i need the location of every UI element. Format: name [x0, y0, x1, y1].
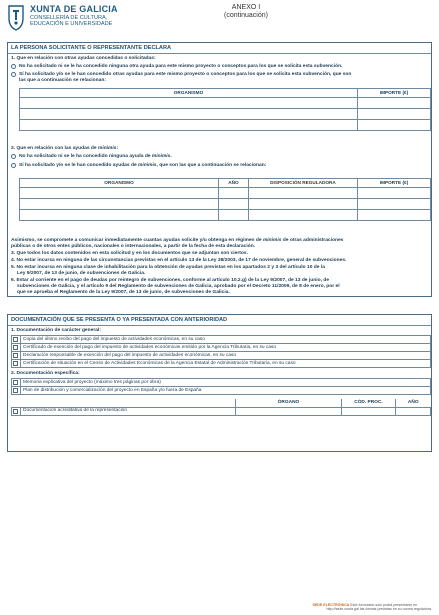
minimis-aids-table: [19, 178, 431, 221]
footer-note: [313, 603, 431, 612]
q2-option-yes-label: [19, 163, 266, 169]
doc-checkbox[interactable]: [13, 388, 18, 393]
disposicion-cell[interactable]: [249, 210, 358, 221]
prior-docs-table: [11, 399, 431, 416]
declaration-section: [7, 42, 432, 297]
doc-checkbox[interactable]: [13, 353, 18, 358]
q2-option-yes-radio[interactable]: [11, 163, 16, 168]
doc-checkbox[interactable]: [13, 345, 18, 350]
table-header-row: [12, 399, 431, 407]
section-divider: [8, 325, 431, 326]
declaration-5-line2: Ley 9/2007, de 13 de junio, de subvenciones de Galicia.: [17, 271, 146, 276]
list-item: [12, 344, 431, 352]
organismo-cell[interactable]: [20, 188, 219, 199]
q2-option-no-radio[interactable]: [11, 154, 16, 159]
col-ano: AÑO: [396, 399, 431, 407]
q2-yes-minimis: minimis: [138, 163, 157, 168]
col-importe: IMPORTE (€): [358, 179, 431, 188]
declaration-6-line1: 6. Estar al corriente en el pago de deudas por reintegro de subvenciones, conforme al artículo 10.2.g) de la Ley 9/2007, de 13 de junio, de: [11, 278, 329, 283]
general-docs-title: 1. Documentación de carácter general:: [11, 328, 101, 333]
list-item: [12, 387, 431, 395]
question-1: 1. Que en relación con otras ayudas concedidas o solicitadas:: [11, 56, 156, 61]
annex-heading: [216, 4, 276, 21]
doc-checkbox[interactable]: [13, 380, 18, 385]
q1-option-yes-label-line2: las que a continuación se relacionan:: [19, 78, 106, 83]
table-row: [12, 407, 431, 415]
ano-cell[interactable]: [396, 407, 431, 415]
declaration-6-line3: que se aprueba el Reglamento de la Ley 9/2007, de 13 de junio, de subvenciones de Galicia.: [17, 290, 230, 295]
org-department: [30, 15, 112, 28]
col-cod-proc: CÓD. PROC.: [342, 399, 396, 407]
annex-title: ANEXO I: [231, 4, 261, 11]
general-docs-table: [11, 335, 431, 368]
ano-cell[interactable]: [219, 188, 249, 199]
list-item: [12, 352, 431, 360]
commit-text: Asimismo, se compromete a comunicar inmediatamente cuantas ayudas solicite y/u obtenga en régimen de: [11, 238, 263, 243]
q1-option-no-radio[interactable]: [11, 64, 16, 69]
q2-yes-text-end: , que son las que a continuación se relacionan:: [156, 163, 267, 168]
doc-label: Plan de distribución y comercialización del proyecto en España y/o fuera de España: [21, 387, 431, 395]
doc-checkbox[interactable]: [13, 337, 18, 342]
organismo-cell[interactable]: [20, 210, 219, 221]
footer-note-line2: http://sede.xunta.gal las formas previstas en su norma reguladora: [326, 607, 431, 612]
organismo-cell[interactable]: [20, 120, 358, 131]
q2-text: 2. Que en relación con las ayudas de: [11, 146, 98, 151]
importe-cell[interactable]: [358, 120, 431, 131]
doc-label: Copia del último recibo del pago del impuesto de actividades económicas, en su caso: [21, 336, 431, 344]
ano-cell[interactable]: [219, 210, 249, 221]
org-name: XUNTA DE GALICIA: [30, 4, 118, 14]
documentation-section: [7, 314, 432, 452]
q2-no-text: No ha solicitado ni se le ha concedido ninguna ayuda de: [19, 154, 152, 159]
organismo-cell[interactable]: [20, 109, 358, 120]
table-row: [20, 120, 431, 131]
disposicion-cell[interactable]: [249, 188, 358, 199]
other-aids-table: [19, 88, 431, 131]
table-row: [20, 210, 431, 221]
list-item: [12, 336, 431, 344]
sede-label: SEDE ELECTRÓNICA: [312, 603, 350, 607]
declaration-6-line2: subvenciones de Galicia, y el artículo 9 del Reglamento de subvenciones de Galicia, aprobado por el Decreto 11/2009, de 8 de enero, por el: [17, 284, 340, 289]
doc-label: Certificación de situación en el Censo de Actividades Económicas de la Agencia Estatal de Administración Tributaria, en su caso: [21, 360, 431, 368]
col-importe: IMPORTE (€): [358, 89, 431, 98]
table-row: [20, 109, 431, 120]
organismo-cell[interactable]: [20, 98, 358, 109]
doc-checkbox[interactable]: [13, 409, 18, 414]
commit-text-end: de otras administraciones: [281, 238, 344, 243]
doc-label: Declaración responsable de exención del pago del impuesto de actividades económicas, en su caso: [21, 352, 431, 360]
col-organo: ÓRGANO: [236, 399, 342, 407]
organismo-cell[interactable]: [20, 199, 219, 210]
col-disposicion: DISPOSICIÓN REGULADORA: [249, 179, 358, 188]
question-2: [11, 146, 118, 152]
table-row: [20, 199, 431, 210]
organo-cell[interactable]: [236, 407, 342, 415]
documentation-title: DOCUMENTACIÓN QUE SE PRESENTA O YA PRESENTADA CON ANTERIORIDAD: [11, 317, 228, 323]
q2-colon: :: [116, 146, 119, 151]
specific-docs-table: [11, 378, 431, 395]
xunta-emblem-icon: [6, 4, 26, 32]
doc-checkbox[interactable]: [13, 361, 18, 366]
disposicion-cell[interactable]: [249, 199, 358, 210]
q2-no-minimis: minimis: [151, 154, 171, 159]
ano-cell[interactable]: [219, 199, 249, 210]
xunta-logo: [6, 4, 136, 36]
declaration-title: LA PERSONA SOLICITANTE O REPRESENTANTE DECLARA: [11, 45, 172, 51]
doc-label: Documentación acreditativa de la representación: [21, 407, 236, 415]
specific-docs-title: 2. Documentación específica:: [11, 371, 80, 376]
q2-option-no-label: [19, 154, 172, 160]
table-header-row: [20, 179, 431, 188]
table-row: [20, 188, 431, 199]
importe-cell[interactable]: [358, 109, 431, 120]
doc-label: Certificado de exención del pago del impuesto de actividades económicas emitido por la Agencia Tributaria, en su caso: [21, 344, 431, 352]
declaration-5-line1: 5. No estar incursa en ninguna clase de inhabilitación para la obtención de ayudas previstas en los apartados 2 y 3 del artículo 10 de la: [11, 265, 325, 270]
importe-cell[interactable]: [358, 188, 431, 199]
declaration-4: 4. No estar incursa en ninguna de las circunstancias previstas en el artículo 13 de la Ley 38/2003, de 17 de noviembre, general de subvenciones.: [11, 258, 347, 263]
commit-minimis: minimis: [262, 238, 282, 243]
q2-yes-text: Sí ha solicitado y/o se le han concedido ayudas de: [19, 163, 139, 168]
q1-option-no-label: No ha solicitado ni se le ha concedido ninguna otra ayuda para este mismo proyecto o conceptos para los que se solicita esta subvención.: [19, 64, 343, 69]
declaration-3: 3. Que todos los datos contenidos en esta solicitud y en los documentos que se adjuntan son ciertos.: [11, 251, 248, 256]
footer-note-line1: Este formulario solo podrá presentarse en: [350, 603, 418, 607]
q2-no-period: .: [170, 154, 172, 159]
q1-option-yes-radio[interactable]: [11, 72, 16, 77]
col-organismo: ORGANISMO: [20, 89, 358, 98]
list-item: [12, 360, 431, 368]
commitment-line2: públicas o de otros entes públicos, nacionales o internacionales, a partir de la fecha de esta declaración.: [11, 244, 256, 249]
col-organismo: ORGANISMO: [20, 179, 219, 188]
table-row: [20, 98, 431, 109]
importe-cell[interactable]: [358, 98, 431, 109]
cod-proc-cell[interactable]: [342, 407, 396, 415]
table-header-row: [20, 89, 431, 98]
doc-label: Memoria explicativa del proyecto (máximo tres páginas por obra): [21, 379, 431, 387]
org-department-line1: CONSELLERÍA DE CULTURA,: [30, 15, 108, 21]
org-department-line2: EDUCACIÓN E UNIVERSIDADE: [30, 21, 113, 28]
list-item: [12, 379, 431, 387]
annex-subtitle: (continuación): [224, 12, 268, 20]
q2-minimis: minimis: [97, 146, 117, 151]
importe-cell[interactable]: [358, 199, 431, 210]
importe-cell[interactable]: [358, 210, 431, 221]
col-ano: AÑO: [219, 179, 249, 188]
q1-option-yes-label-line1: Sí ha solicitado y/o se le han concedido otras ayudas para este mismo proyecto o conceptos para los que se solicita esta subvención, que son: [19, 72, 352, 77]
section-divider: [8, 53, 431, 54]
